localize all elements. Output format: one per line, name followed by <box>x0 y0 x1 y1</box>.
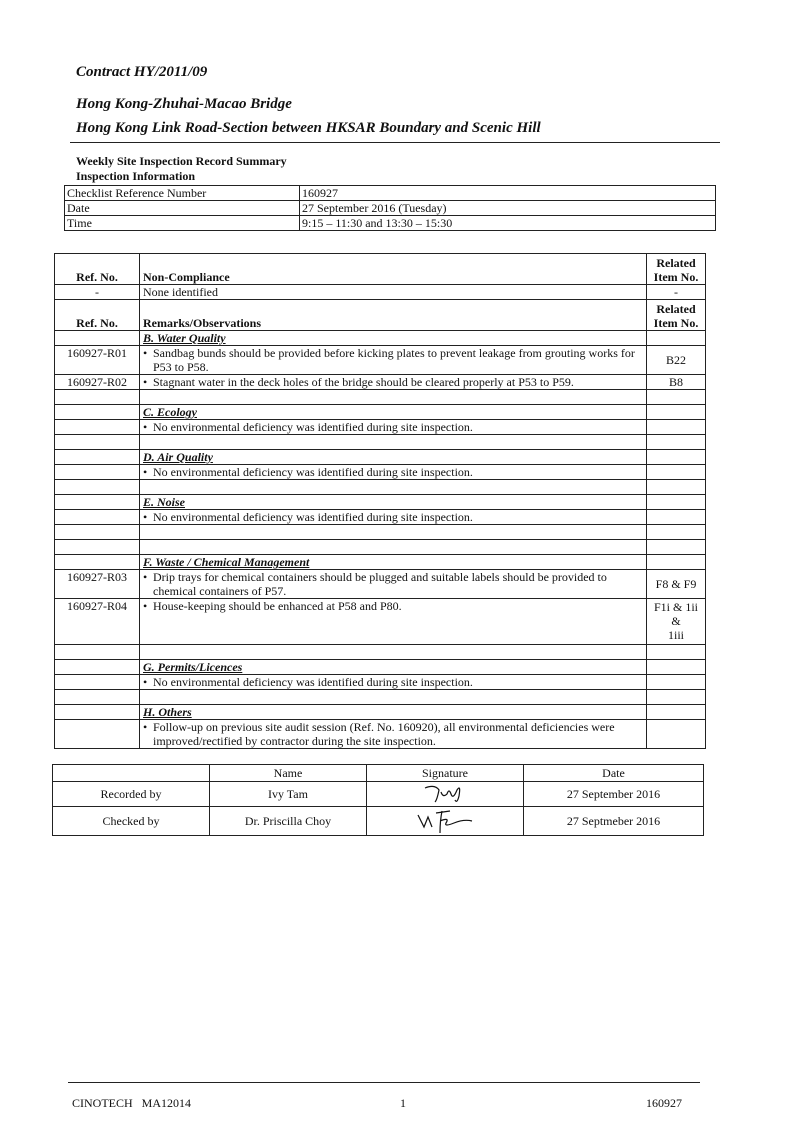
footer-reference: 160927 <box>646 1096 682 1110</box>
observation-text: • House-keeping should be enhanced at P58 and P80. <box>143 599 643 613</box>
signature-cell <box>367 782 524 807</box>
table-row <box>55 599 706 645</box>
project-title: Hong Kong-Zhuhai-Macao Bridge <box>76 96 292 112</box>
related-item-cell: B8 <box>647 375 706 390</box>
related-item-header-line1: Related <box>656 302 696 316</box>
related-item-header <box>647 254 706 285</box>
page-number: 1 <box>400 1096 406 1110</box>
handwritten-signature <box>415 782 475 806</box>
handwritten-signature <box>410 807 480 835</box>
section-row <box>55 450 706 465</box>
signoff-header-row <box>53 765 704 782</box>
section-row <box>55 405 706 420</box>
observation-text: • Sandbag bunds should be provided before kicking plates to prevent leakage from grouting works for P53 to P58. <box>143 346 643 374</box>
related-item-cell: B22 <box>647 346 706 375</box>
related-item-cell <box>647 599 706 645</box>
info-value: 160927 <box>300 186 716 201</box>
empty-row <box>55 525 706 540</box>
info-label: Time <box>65 216 300 231</box>
footer-divider <box>68 1082 700 1083</box>
empty-row <box>55 690 706 705</box>
observation-text: • Stagnant water in the deck holes of the bridge should be cleared properly at P53 to P59. <box>143 375 643 389</box>
signoff-table <box>52 764 704 836</box>
remarks-header-row <box>55 300 706 331</box>
related-item-header-line1: Related <box>656 256 696 270</box>
observation-text: • Drip trays for chemical containers should be plugged and suitable labels should be provided to chemical containers of P57. <box>143 570 643 598</box>
info-value: 9:15 – 11:30 and 13:30 – 15:30 <box>300 216 716 231</box>
remarks-header: Remarks/Observations <box>140 300 647 331</box>
name-cell: Dr. Priscilla Choy <box>210 807 367 836</box>
info-label: Date <box>65 201 300 216</box>
signoff-row-recorded <box>53 782 704 807</box>
section-row <box>55 705 706 720</box>
footer-company: CINOTECH MA12014 <box>72 1096 191 1110</box>
name-cell: Ivy Tam <box>210 782 367 807</box>
table-row <box>55 465 706 480</box>
related-item-header-line2: Item No. <box>653 316 699 330</box>
observations-table <box>54 253 706 749</box>
inspection-info-table <box>64 185 716 231</box>
related-item-header <box>647 300 706 331</box>
date-header: Date <box>524 765 704 782</box>
role-cell: Recorded by <box>53 782 210 807</box>
section-title-air-quality: D. Air Quality <box>140 450 647 465</box>
info-row <box>65 216 716 231</box>
section-title-noise: E. Noise <box>140 495 647 510</box>
empty-row <box>55 480 706 495</box>
section-title: Hong Kong Link Road-Section between HKSAR Boundary and Scenic Hill <box>76 120 541 136</box>
ref-no-cell: 160927-R02 <box>55 375 140 390</box>
table-row <box>55 285 706 300</box>
table-row <box>55 510 706 525</box>
signature-cell <box>367 807 524 836</box>
observation-text: • No environmental deficiency was identified during site inspection. <box>143 465 643 479</box>
ref-no-cell: 160927-R03 <box>55 570 140 599</box>
section-row <box>55 660 706 675</box>
info-label: Checklist Reference Number <box>65 186 300 201</box>
signature-header: Signature <box>367 765 524 782</box>
table-row <box>55 346 706 375</box>
section-row <box>55 555 706 570</box>
ref-no-cell: - <box>55 285 140 300</box>
related-item-line1: F1i & 1ii & <box>653 600 698 628</box>
observation-text: • No environmental deficiency was identified during site inspection. <box>143 510 643 524</box>
ref-no-cell: 160927-R04 <box>55 599 140 645</box>
section-title-others: H. Others <box>140 705 647 720</box>
table-row <box>55 720 706 749</box>
ref-no-cell: 160927-R01 <box>55 346 140 375</box>
info-value: 27 September 2016 (Tuesday) <box>300 201 716 216</box>
empty-row <box>55 390 706 405</box>
ref-no-header: Ref. No. <box>55 254 140 285</box>
related-item-cell: F8 & F9 <box>647 570 706 599</box>
contract-number: Contract HY/2011/09 <box>76 64 208 80</box>
non-compliance-text: None identified <box>140 285 647 300</box>
table-row <box>55 570 706 599</box>
name-header: Name <box>210 765 367 782</box>
section-title-ecology: C. Ecology <box>140 405 647 420</box>
info-row <box>65 201 716 216</box>
section-title-water-quality: B. Water Quality <box>140 331 647 346</box>
ref-no-header: Ref. No. <box>55 300 140 331</box>
role-cell: Checked by <box>53 807 210 836</box>
info-row <box>65 186 716 201</box>
table-row <box>55 675 706 690</box>
section-row <box>55 331 706 346</box>
info-title: Inspection Information <box>76 169 196 183</box>
observation-text: • No environmental deficiency was identified during site inspection. <box>143 420 643 434</box>
empty-row <box>55 540 706 555</box>
empty-row <box>55 645 706 660</box>
date-cell: 27 Septmeber 2016 <box>524 807 704 836</box>
non-compliance-header: Non-Compliance <box>140 254 647 285</box>
observation-text: • No environmental deficiency was identified during site inspection. <box>143 675 643 689</box>
section-title-waste: F. Waste / Chemical Management <box>140 555 647 570</box>
related-item-line2: 1iii <box>667 628 684 642</box>
section-row <box>55 495 706 510</box>
related-item-cell: - <box>647 285 706 300</box>
related-item-header-line2: Item No. <box>653 270 699 284</box>
empty-row <box>55 435 706 450</box>
non-compliance-header-row <box>55 254 706 285</box>
header-divider <box>70 142 720 143</box>
table-row <box>55 420 706 435</box>
table-row <box>55 375 706 390</box>
signoff-row-checked <box>53 807 704 836</box>
date-cell: 27 September 2016 <box>524 782 704 807</box>
section-title-permits: G. Permits/Licences <box>140 660 647 675</box>
summary-title: Weekly Site Inspection Record Summary <box>76 154 287 168</box>
observation-text: • Follow-up on previous site audit session (Ref. No. 160920), all environmental deficiencies were improved/rectified by contractor during the site inspection. <box>143 720 643 748</box>
